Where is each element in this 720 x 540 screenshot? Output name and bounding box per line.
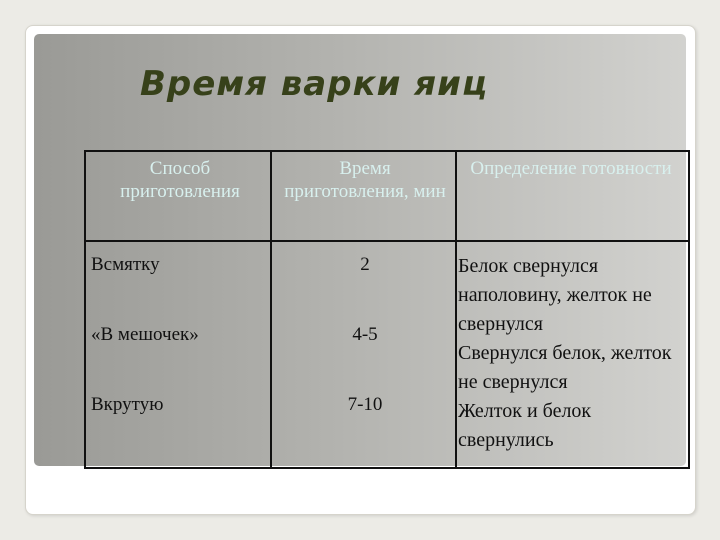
slide-title: Время варки яиц: [140, 64, 489, 104]
row3-time: 7-10: [347, 394, 383, 415]
row2-readiness: Свернулся белок, желток не свернулся: [458, 342, 672, 393]
row2-method: «В мешочек»: [91, 324, 199, 345]
header-divider: [86, 240, 688, 242]
row2-time: 4-5: [352, 324, 378, 345]
row1-method: Всмятку: [91, 254, 160, 275]
header-time: Время приготовления, мин: [284, 158, 446, 202]
egg-cooking-table: [84, 150, 690, 469]
row1-time: 2: [360, 254, 370, 275]
header-method: Способ приготовления: [120, 158, 240, 202]
row1-readiness: Белок свернулся наполовину, желток не свернулся: [458, 255, 652, 335]
header-readiness: Определение готовности: [470, 158, 672, 179]
row3-readiness: Желток и белок свернулись: [458, 400, 592, 451]
column-divider: [455, 152, 457, 467]
column-divider: [270, 152, 272, 467]
readiness-column: [458, 252, 680, 455]
row3-method: Вкрутую: [91, 394, 164, 415]
